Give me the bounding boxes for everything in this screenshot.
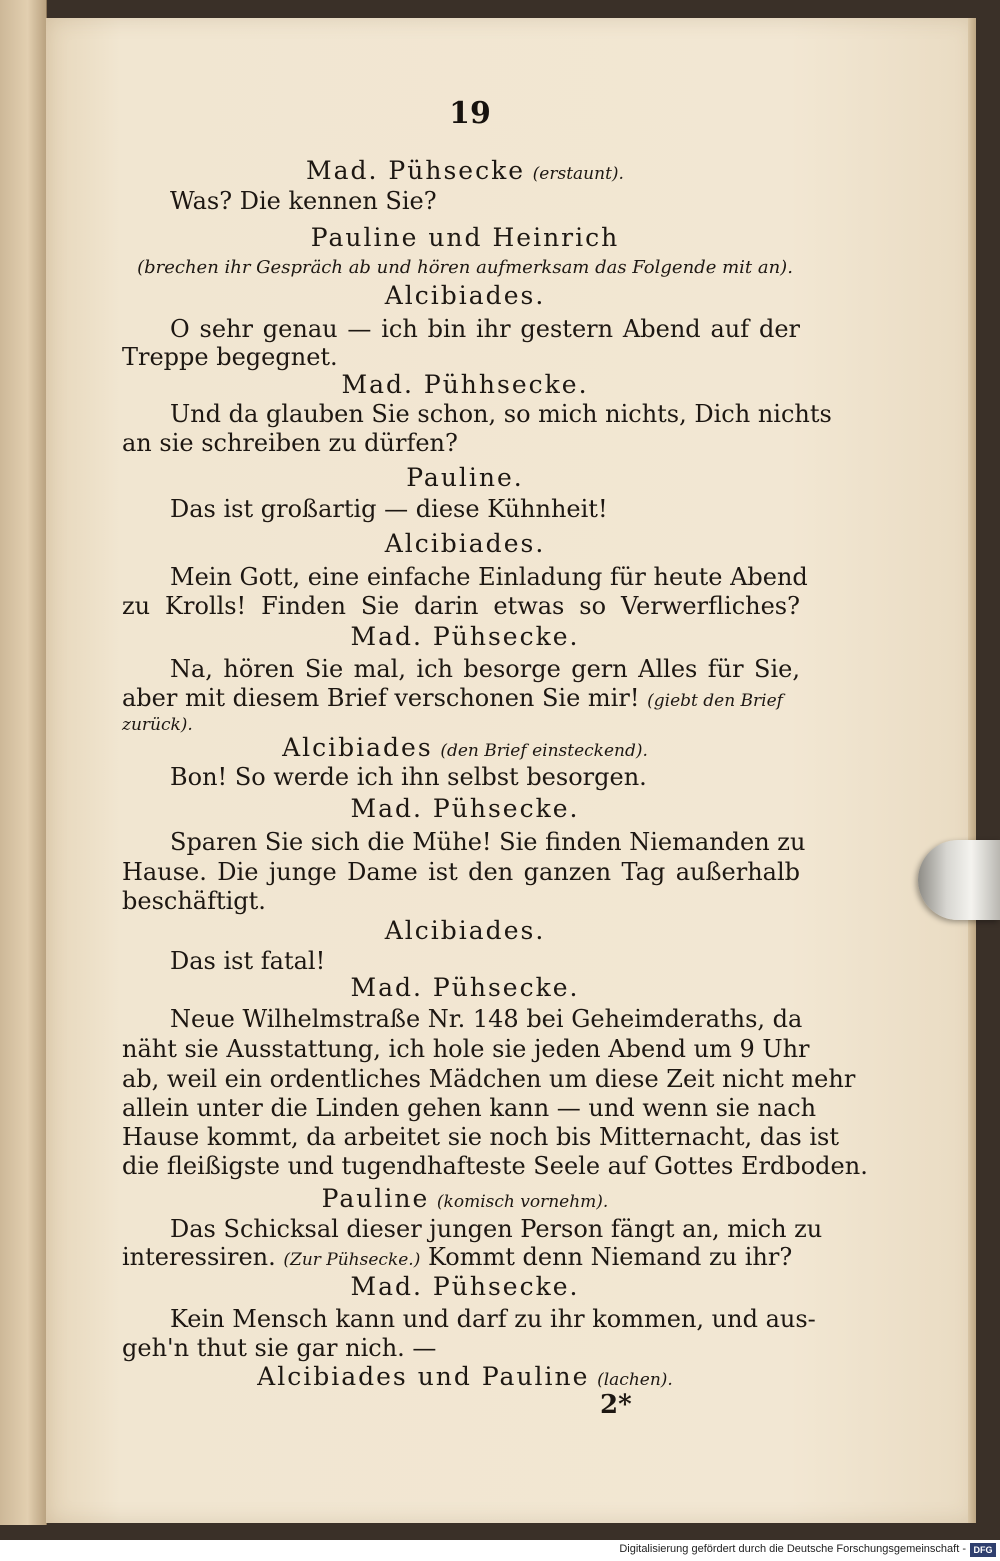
speaker-line — [120, 622, 810, 652]
dialogue-line: Kein Mensch kann und darf zu ihr kommen, und aus- — [170, 1305, 816, 1333]
dialogue-line — [122, 1242, 800, 1275]
stage-direction: (giebt den Brief — [647, 691, 783, 711]
dialogue-line: O sehr genau — ich bin ihr gestern Abend auf der — [170, 315, 800, 343]
speaker-name: Alcibiades und Pauline — [257, 1362, 590, 1391]
speaker-name: Pauline und Heinrich — [310, 223, 620, 252]
dialogue-line: Sparen Sie sich die Mühe! Sie finden Niemanden zu — [170, 828, 806, 856]
speaker-line — [120, 370, 810, 400]
dialogue-line: Hause kommt, da arbeitet sie noch bis Mitternacht, das ist — [122, 1123, 839, 1151]
dfg-logo-icon: DFG — [970, 1543, 996, 1557]
stage-direction: (komisch vornehm). — [436, 1192, 609, 1212]
stage-direction: (erstaunt). — [532, 164, 624, 184]
dialogue-text: interessiren. — [122, 1243, 276, 1271]
speaker-name: Alcibiades — [282, 733, 433, 762]
speaker-line — [120, 1362, 810, 1395]
stage-direction: (Zur Pühsecke.) — [283, 1250, 421, 1270]
stage-direction: (brechen ihr Gespräch ab und hören aufmerksam das Folgende mit an). — [137, 257, 793, 278]
speaker-line — [120, 529, 810, 559]
speaker-line — [120, 1184, 810, 1217]
speaker-name: Alcibiades. — [384, 281, 546, 310]
speaker-name: Mad. Pühsecke. — [350, 622, 580, 651]
dialogue-text: Kommt denn Niemand zu ihr? — [427, 1243, 793, 1271]
dialogue-line: Bon! So werde ich ihn selbst besorgen. — [170, 763, 647, 791]
dialogue-line: zu Krolls! Finden Sie darin etwas so Verwerfliches? — [122, 592, 800, 620]
speaker-name: Alcibiades. — [384, 529, 546, 558]
speaker-line — [120, 1272, 810, 1302]
dialogue-line: ab, weil ein ordentliches Mädchen um diese Zeit nicht mehr — [122, 1065, 856, 1093]
dialogue-line: allein unter die Linden gehen kann — und wenn sie nach — [122, 1094, 817, 1122]
stage-direction: zurück). — [122, 715, 193, 735]
speaker-name: Mad. Pühsecke. — [350, 973, 580, 1002]
dialogue-line: Hause. Die junge Dame ist den ganzen Tag außerhalb — [122, 858, 800, 886]
dialogue-text: aber mit diesem Brief verschonen Sie mir! — [122, 684, 640, 712]
dialogue-line: Was? Die kennen Sie? — [170, 187, 437, 215]
speaker-line — [120, 223, 810, 253]
signature-mark: 2* — [600, 1390, 632, 1420]
dialogue-line — [122, 683, 783, 716]
speaker-name: Mad. Pühsecke. — [350, 1272, 580, 1301]
dialogue-line: Treppe begegnet. — [122, 343, 338, 371]
speaker-line — [120, 794, 810, 824]
page-number: 19 — [449, 96, 491, 131]
dialogue-line: beschäftigt. — [122, 887, 266, 915]
digitization-footer — [0, 1540, 1000, 1561]
speaker-line — [120, 156, 810, 189]
stage-direction: (lachen). — [597, 1370, 673, 1390]
dialogue-line: Neue Wilhelmstraße Nr. 148 bei Geheimderaths, da — [170, 1005, 803, 1033]
speaker-line — [120, 916, 810, 946]
dialogue-line: Das Schicksal dieser jungen Person fängt an, mich zu — [170, 1215, 823, 1243]
dialogue-line: an sie schreiben zu dürfen? — [122, 429, 458, 457]
dialogue-line: Mein Gott, eine einfache Einladung für heute Abend — [170, 563, 808, 591]
dialogue-line: näht sie Ausstattung, ich hole sie jeden Abend um 9 Uhr — [122, 1035, 810, 1063]
speaker-line — [120, 281, 810, 311]
stage-direction: (den Brief einsteckend). — [440, 741, 648, 761]
speaker-line — [120, 463, 810, 493]
dialogue-line: Das ist großartig — diese Kühnheit! — [170, 495, 608, 523]
dialogue-line: die fleißigste und tugendhafteste Seele auf Gottes Erdboden. — [122, 1152, 868, 1180]
speaker-name: Alcibiades. — [384, 916, 546, 945]
speaker-name: Mad. Pühsecke. — [350, 794, 580, 823]
speaker-name: Mad. Pühhsecke. — [341, 370, 589, 399]
speaker-line — [120, 973, 810, 1003]
dialogue-line: Na, hören Sie mal, ich besorge gern Alles für Sie, — [170, 655, 800, 683]
speaker-name: Pauline. — [406, 463, 524, 492]
dialogue-line: Das ist fatal! — [170, 947, 326, 975]
footer-credit: Digitalisierung gefördert durch die Deutsche Forschungsgemeinschaft - — [619, 1543, 966, 1555]
speaker-name: Mad. Pühsecke — [306, 156, 526, 185]
dialogue-line: Und da glauben Sie schon, so mich nichts, Dich nichts — [170, 400, 832, 428]
speaker-name: Pauline — [321, 1184, 430, 1213]
dialogue-line: geh'n thut sie gar nich. — — [122, 1334, 437, 1362]
